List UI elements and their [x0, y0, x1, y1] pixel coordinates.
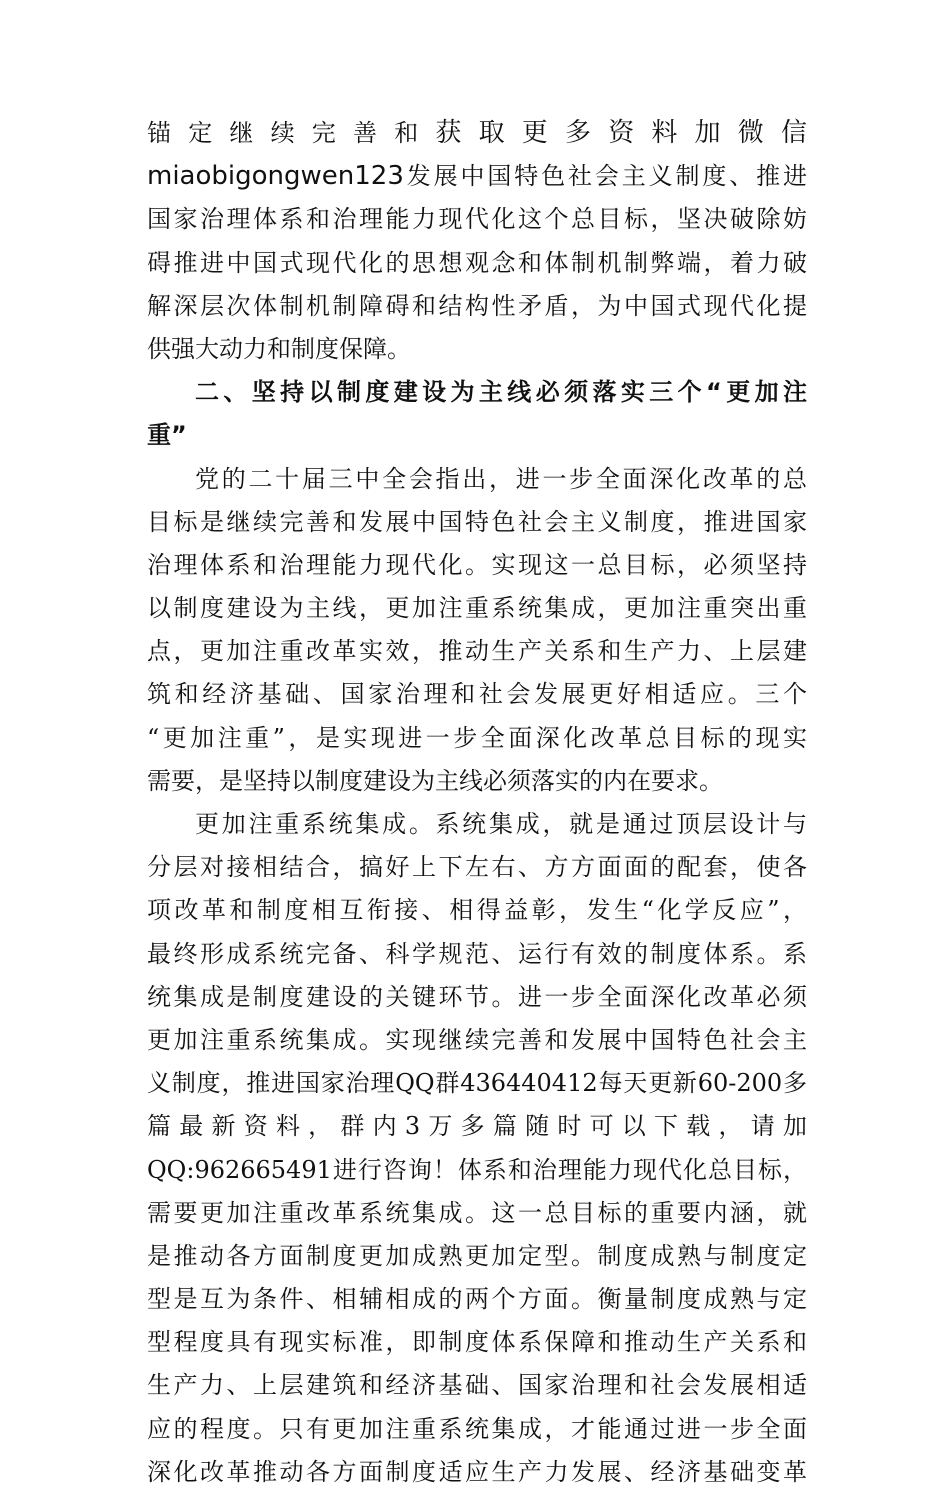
ad-wechat-id: miaobigongwen123: [147, 161, 404, 192]
paragraph-3-line: 篇最新资料，群内3万多篇随时可以下载，请加: [147, 1112, 807, 1141]
paragraph-1-line: [147, 155, 807, 198]
paragraph-2-line: 党的二十届三中全会指出，进一步全面深化改革的总: [195, 464, 807, 493]
paragraph-3-line: 生产力、上层建筑和经济基础、国家治理和社会发展相适: [147, 1371, 807, 1400]
paragraph-3-line: 更加注重系统集成。实现继续完善和发展中国特色社会主: [147, 1025, 807, 1054]
paragraph-3-line: 型是互为条件、相辅相成的两个方面。衡量制度成熟与定: [147, 1285, 807, 1314]
paragraph-2-line: 需要，是坚持以制度建设为主线必须落实的内在要求。: [147, 766, 723, 795]
paragraph-3-line: 应的程度。只有更加注重系统集成，才能通过进一步全面: [147, 1414, 807, 1443]
paragraph-2-line: 筑和经济基础、国家治理和社会发展更好相适应。三个: [147, 680, 807, 709]
ad-text: 获取更多资料加微信: [435, 118, 807, 148]
paragraph-1-line: 碍推进中国式现代化的思想观念和体制机制弊端，着力破: [147, 248, 807, 277]
paragraph-3-line: 义制度，推进国家治理QQ群436440412每天更新60-200多: [147, 1069, 807, 1098]
paragraph-2-line: 目标是继续完善和发展中国特色社会主义制度，推进国家: [147, 507, 807, 536]
paragraph-3-line: 分层对接相结合，搞好上下左右、方方面面的配套，使各: [147, 853, 807, 882]
paragraph-2-line: 以制度建设为主线，更加注重系统集成，更加注重突出重: [147, 594, 807, 623]
section-heading: 重”: [147, 421, 187, 450]
document-body: [147, 112, 807, 1494]
paragraph-3-line: 是推动各方面制度更加成熟更加定型。制度成熟与制度定: [147, 1241, 807, 1270]
paragraph-2-line: 点，更加注重改革实效，推动生产关系和生产力、上层建: [147, 637, 807, 666]
paragraph-2-line: 治理体系和治理能力现代化。实现这一总目标，必须坚持: [147, 550, 807, 579]
paragraph-text: 发展中国特色社会主义制度、推进: [403, 162, 807, 191]
paragraph-3-line: 更加注重系统集成。系统集成，就是通过顶层设计与: [195, 810, 807, 838]
paragraph-2-line: “更加注重”，是实现进一步全面深化改革总目标的现实: [147, 723, 807, 752]
paragraph-3-line: 需要更加注重改革系统集成。这一总目标的重要内涵，就: [147, 1198, 807, 1227]
paragraph-1-line: 供强大动力和制度保障。: [147, 334, 411, 363]
paragraph-3-line: 统集成是制度建设的关键环节。进一步全面深化改革必须: [147, 982, 807, 1011]
paragraph-3-line: 型程度具有现实标准，即制度体系保障和推动生产关系和: [147, 1328, 807, 1357]
paragraph-1-line: 国家治理体系和治理能力现代化这个总目标，坚决破除妨: [147, 205, 807, 234]
paragraph-3-line: 最终形成系统完备、科学规范、运行有效的制度体系。系: [147, 939, 807, 968]
paragraph-1-line: [147, 112, 807, 155]
paragraph-3-line: 项改革和制度相互衔接、相得益彰，发生“化学反应”，: [147, 896, 807, 925]
paragraph-1-line: 解深层次体制机制障碍和结构性矛盾，为中国式现代化提: [147, 291, 807, 320]
paragraph-text: 锚定继续完善和: [147, 119, 436, 147]
section-heading: 二、坚持以制度建设为主线必须落实三个“更加注: [195, 378, 807, 407]
paragraph-3-line: QQ:962665491进行咨询！体系和治理能力现代化总目标，: [147, 1155, 807, 1184]
paragraph-3-line: 深化改革推动各方面制度适应生产力发展、经济基础变革: [147, 1457, 807, 1486]
